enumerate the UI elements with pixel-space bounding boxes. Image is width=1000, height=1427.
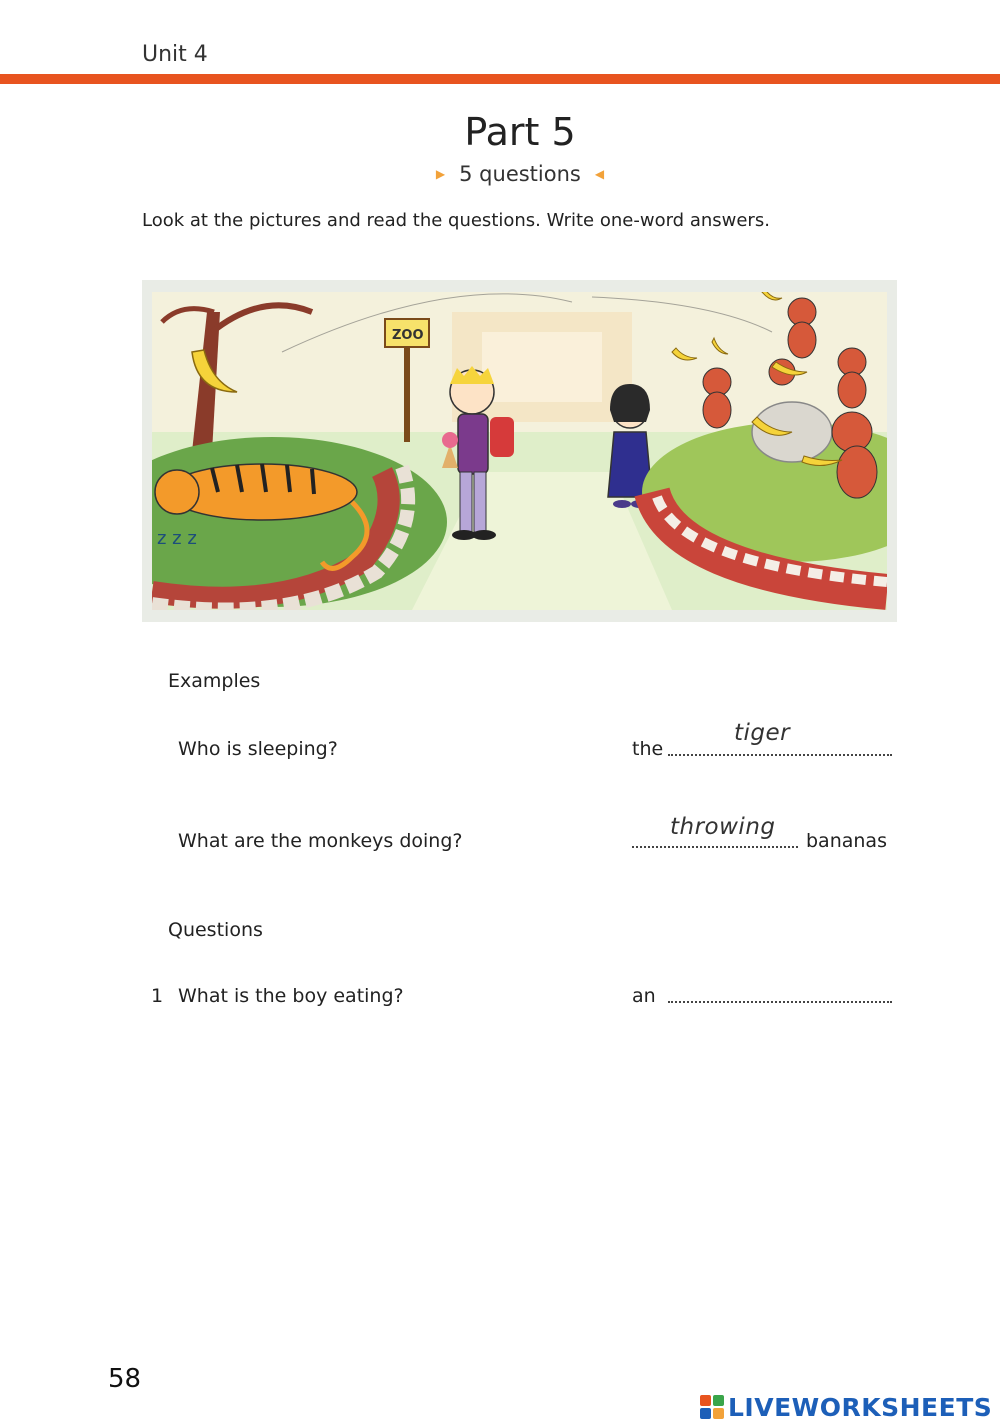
liveworksheets-logo bbox=[700, 1392, 992, 1422]
example-answer-line-2 bbox=[632, 844, 798, 848]
example-answer-line-1 bbox=[668, 752, 892, 756]
zoo-illustration bbox=[142, 280, 897, 622]
boy-shoe-right bbox=[472, 530, 496, 540]
boy-leg-left bbox=[460, 472, 472, 532]
ice-cream-scoop bbox=[442, 432, 458, 448]
sleep-zzz: z z z bbox=[157, 528, 197, 549]
tiger-head bbox=[155, 470, 199, 514]
boy-backpack bbox=[490, 417, 514, 457]
liveworksheets-brand-text: LIVEWORKSHEETS bbox=[728, 1392, 993, 1422]
question-answer-prefix-1: an bbox=[632, 985, 656, 1007]
arrow-right-icon: ▶ bbox=[435, 167, 446, 181]
boy-shirt bbox=[458, 414, 488, 474]
question-answer-line-1[interactable] bbox=[668, 999, 892, 1003]
zoo-scene bbox=[152, 292, 887, 610]
example-answer-1: tiger bbox=[734, 720, 791, 746]
question-number-1: 1 bbox=[151, 985, 164, 1007]
examples-heading: Examples bbox=[168, 670, 261, 692]
girl-shoe-left bbox=[613, 500, 631, 508]
example-question-1: Who is sleeping? bbox=[178, 738, 338, 760]
page-number: 58 bbox=[108, 1364, 142, 1394]
example-answer-suffix-2: bananas bbox=[806, 830, 887, 852]
liveworksheets-squares-icon bbox=[700, 1395, 724, 1419]
example-answer-2: throwing bbox=[670, 814, 776, 840]
sign-post bbox=[404, 332, 410, 442]
orange-header-rule bbox=[0, 74, 1000, 84]
part-subtitle: 5 questions bbox=[459, 162, 581, 186]
question-1: What is the boy eating? bbox=[178, 985, 404, 1007]
questions-heading: Questions bbox=[168, 919, 263, 941]
example-question-2: What are the monkeys doing? bbox=[178, 830, 463, 852]
part-subtitle-row bbox=[0, 162, 1000, 186]
zoo-sign-text: ZOO bbox=[392, 328, 424, 343]
boy-leg-right bbox=[474, 472, 486, 532]
example-answer-prefix-1: the bbox=[632, 738, 664, 760]
part-title: Part 5 bbox=[464, 110, 576, 154]
unit-label: Unit 4 bbox=[142, 42, 208, 67]
background-gate-inner bbox=[482, 332, 602, 402]
girl-hair bbox=[610, 384, 650, 422]
arrow-left-icon: ◀ bbox=[594, 167, 605, 181]
instructions: Look at the pictures and read the questions. Write one-word answers. bbox=[142, 210, 770, 231]
